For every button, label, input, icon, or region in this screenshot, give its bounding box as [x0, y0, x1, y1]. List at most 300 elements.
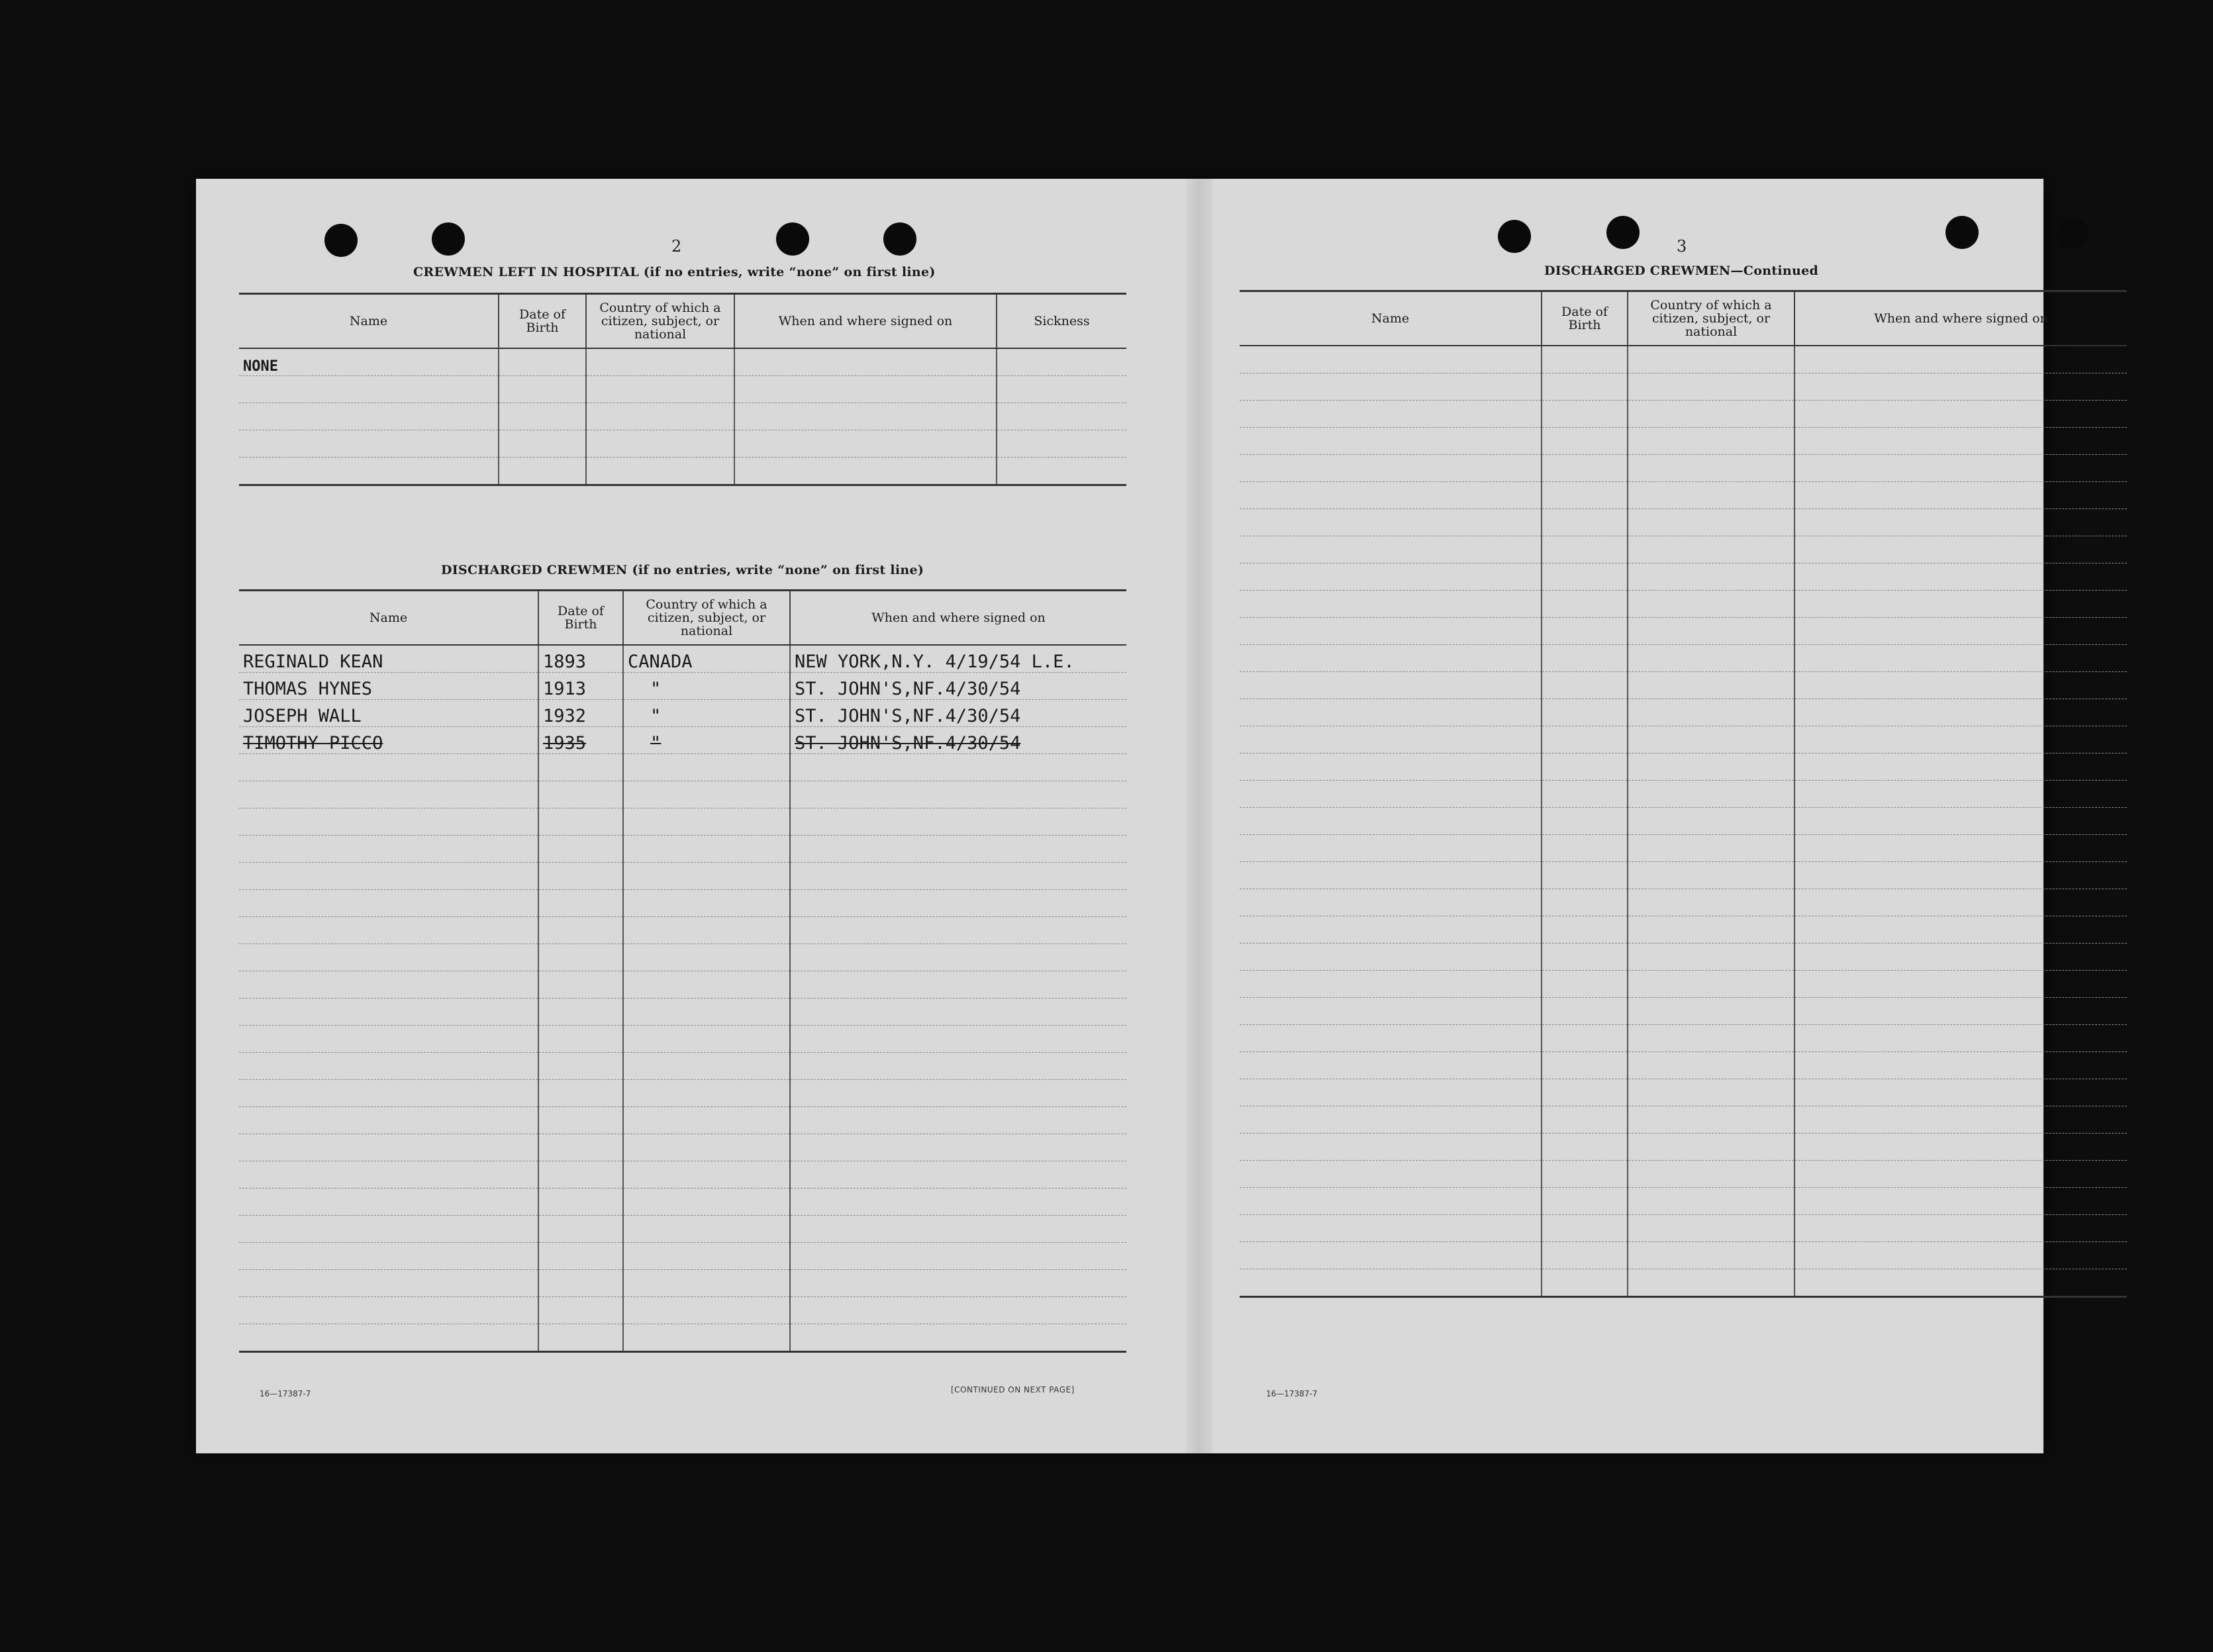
- table-cell: [499, 375, 586, 403]
- table-cell: [790, 1188, 1126, 1215]
- table-cell: [790, 1161, 1126, 1188]
- table-cell: [1542, 726, 1628, 753]
- left-form-code: 16—17387-7: [260, 1389, 311, 1398]
- table-cell: [1240, 346, 1542, 373]
- table-cell: [1240, 481, 1542, 509]
- discharged-col-signed-on: When and where signed on: [790, 591, 1126, 645]
- hospital-col-country: Country of which a citizen, subject, or national: [586, 294, 734, 348]
- table-cell: [734, 430, 997, 457]
- table-cell: [1542, 834, 1628, 861]
- blank-row: [239, 1296, 1126, 1324]
- table-cell: [1795, 536, 2127, 563]
- table-cell: [734, 348, 997, 376]
- table-cell: [623, 1324, 790, 1351]
- blank-row: [1240, 726, 2127, 753]
- table-row: [239, 672, 1126, 699]
- table-cell: [1240, 617, 1542, 644]
- table-cell: [1542, 807, 1628, 834]
- blank-row: [1240, 834, 2127, 861]
- table-cell: [1542, 1133, 1628, 1160]
- blank-row: [239, 1242, 1126, 1269]
- table-cell: [538, 1215, 623, 1242]
- blank-row: [1240, 970, 2127, 997]
- table-cell: [239, 1296, 538, 1324]
- crew-signed-on: ST. JOHN'S,NF.4/30/54: [790, 726, 1126, 753]
- table-cell: [239, 944, 538, 971]
- blank-row: [1240, 1106, 2127, 1133]
- table-cell: [239, 1215, 538, 1242]
- table-cell: [1240, 1160, 1542, 1187]
- table-cell: [1795, 481, 2127, 509]
- table-cell: [1795, 916, 2127, 943]
- table-cell: [790, 1106, 1126, 1134]
- blank-row: [1240, 807, 2127, 834]
- right-col-name: Name: [1240, 291, 1542, 346]
- punch-hole: [776, 222, 809, 256]
- table-cell: [1240, 916, 1542, 943]
- table-cell: [1795, 590, 2127, 617]
- table-cell: [1628, 1133, 1795, 1160]
- table-cell: [1628, 590, 1795, 617]
- table-cell: [1542, 943, 1628, 970]
- table-cell: [623, 1079, 790, 1106]
- crew-dob: 1913: [538, 672, 623, 699]
- table-cell: [734, 403, 997, 430]
- table-cell: [239, 753, 538, 781]
- table-cell: [1240, 563, 1542, 590]
- punch-hole: [1945, 216, 1979, 249]
- table-cell: [1628, 400, 1795, 427]
- table-cell: [239, 1324, 538, 1351]
- blank-row: [1240, 454, 2127, 481]
- table-cell: [239, 916, 538, 944]
- discharged-section-title: [441, 563, 924, 577]
- table-cell: [1628, 726, 1795, 753]
- blank-row: [239, 835, 1126, 862]
- table-cell: [239, 808, 538, 835]
- table-cell: [1795, 699, 2127, 726]
- blank-row: [239, 1269, 1126, 1296]
- table-cell: [1628, 1024, 1795, 1051]
- table-cell: [623, 862, 790, 889]
- table-cell: [623, 1215, 790, 1242]
- blank-row: [1240, 1024, 2127, 1051]
- blank-row: [239, 916, 1126, 944]
- blank-row: [1240, 1187, 2127, 1214]
- hospital-col-dob: Date of Birth: [499, 294, 586, 348]
- table-cell: [1542, 563, 1628, 590]
- punch-hole: [432, 222, 465, 256]
- table-cell: [1542, 509, 1628, 536]
- hospital-col-sickness: Sickness: [997, 294, 1126, 348]
- table-cell: [1628, 427, 1795, 454]
- table-cell: [239, 1269, 538, 1296]
- discharged-col-country: Country of which a citizen, subject, or national: [623, 591, 790, 645]
- table-cell: [1240, 1079, 1542, 1106]
- hospital-col-signed-on: When and where signed on: [734, 294, 997, 348]
- table-cell: [1795, 1079, 2127, 1106]
- table-cell: [1542, 1241, 1628, 1269]
- table-cell: [239, 971, 538, 998]
- table-cell: [1628, 943, 1795, 970]
- table-cell: [790, 753, 1126, 781]
- blank-row: [1240, 1269, 2127, 1296]
- table-cell: [538, 916, 623, 944]
- blank-row: [239, 862, 1126, 889]
- table-cell: [538, 835, 623, 862]
- table-cell: [538, 781, 623, 808]
- table-cell: [790, 1269, 1126, 1296]
- crew-dob: 1932: [538, 699, 623, 726]
- table-cell: [1628, 834, 1795, 861]
- table-cell: [1795, 346, 2127, 373]
- table-cell: [239, 1106, 538, 1134]
- table-cell: [239, 1134, 538, 1161]
- table-cell: [586, 375, 734, 403]
- blank-row: [1240, 671, 2127, 699]
- table-cell: [1240, 590, 1542, 617]
- crew-signed-on: NEW YORK,N.Y. 4/19/54 L.E.: [790, 645, 1126, 673]
- table-cell: [1628, 1214, 1795, 1241]
- blank-row: [239, 808, 1126, 835]
- table-cell: [239, 1161, 538, 1188]
- table-cell: [1628, 997, 1795, 1024]
- crew-country: ": [623, 699, 790, 726]
- table-cell: [1628, 861, 1795, 889]
- table-cell: [623, 1025, 790, 1052]
- table-cell: [1628, 373, 1795, 400]
- table-cell: [1240, 644, 1542, 671]
- table-cell: [1542, 1079, 1628, 1106]
- table-cell: [239, 375, 499, 403]
- table-cell: [1795, 1160, 2127, 1187]
- blank-row: [1240, 617, 2127, 644]
- table-cell: [734, 457, 997, 485]
- table-cell: [1795, 834, 2127, 861]
- table-cell: [1542, 753, 1628, 780]
- table-cell: [623, 971, 790, 998]
- table-cell: [538, 808, 623, 835]
- hospital-title-note: (if no entries, write “none” on first line): [643, 265, 936, 279]
- table-cell: [1240, 1187, 1542, 1214]
- table-cell: [1795, 563, 2127, 590]
- table-cell: [538, 1269, 623, 1296]
- table-cell: [1240, 1241, 1542, 1269]
- table-cell: [538, 1025, 623, 1052]
- table-cell: [790, 781, 1126, 808]
- table-cell: [1628, 753, 1795, 780]
- table-cell: [1628, 1187, 1795, 1214]
- page-fold: [1186, 179, 1212, 1453]
- table-cell: [1795, 1133, 2127, 1160]
- table-cell: [1628, 807, 1795, 834]
- table-cell: [997, 375, 1126, 403]
- punch-hole: [1606, 216, 1640, 249]
- table-cell: [499, 348, 586, 376]
- table-cell: [1542, 1160, 1628, 1187]
- punch-hole: [883, 222, 916, 256]
- table-cell: [1542, 481, 1628, 509]
- blank-row: [1240, 861, 2127, 889]
- table-cell: [790, 1079, 1126, 1106]
- table-cell: [1542, 997, 1628, 1024]
- table-cell: [499, 430, 586, 457]
- table-cell: [623, 1161, 790, 1188]
- table-cell: [1795, 400, 2127, 427]
- table-cell: [790, 998, 1126, 1025]
- table-row: [239, 645, 1126, 673]
- table-cell: [586, 457, 734, 485]
- blank-row: [1240, 590, 2127, 617]
- table-cell: [1542, 346, 1628, 373]
- table-cell: [239, 430, 499, 457]
- table-cell: [1628, 1051, 1795, 1079]
- table-cell: [538, 1134, 623, 1161]
- blank-row: [1240, 1241, 2127, 1269]
- table-cell: [538, 998, 623, 1025]
- left-page-number: 2: [671, 237, 682, 256]
- blank-row: [239, 1324, 1126, 1351]
- table-cell: [1542, 671, 1628, 699]
- table-cell: [239, 998, 538, 1025]
- blank-row: [1240, 753, 2127, 780]
- table-cell: [790, 1025, 1126, 1052]
- table-cell: [1795, 373, 2127, 400]
- table-cell: [623, 808, 790, 835]
- table-cell: [623, 781, 790, 808]
- crew-country: ": [623, 672, 790, 699]
- table-cell: [790, 1324, 1126, 1351]
- table-cell: [239, 835, 538, 862]
- table-cell: [239, 781, 538, 808]
- table-cell: [1628, 1079, 1795, 1106]
- hospital-none-entry: NONE: [243, 358, 278, 375]
- blank-row: [239, 889, 1126, 916]
- table-cell: [239, 1079, 538, 1106]
- discharged-table: [239, 589, 1126, 1353]
- table-cell: [1542, 644, 1628, 671]
- table-cell: [538, 1106, 623, 1134]
- blank-row: [1240, 1160, 2127, 1187]
- table-cell: [1628, 1241, 1795, 1269]
- blank-row: [1240, 889, 2127, 916]
- table-cell: [538, 944, 623, 971]
- table-cell: [1240, 753, 1542, 780]
- table-cell: [1628, 916, 1795, 943]
- table-cell: [1240, 427, 1542, 454]
- table-cell: [623, 1106, 790, 1134]
- table-cell: [790, 1242, 1126, 1269]
- table-cell: [790, 808, 1126, 835]
- right-col-country: Country of which a citizen, subject, or national: [1628, 291, 1795, 346]
- discharged-rows: [239, 645, 1126, 1352]
- table-cell: [1628, 671, 1795, 699]
- table-cell: [1542, 400, 1628, 427]
- table-cell: [239, 1242, 538, 1269]
- blank-row: [239, 1025, 1126, 1052]
- table-cell: [790, 835, 1126, 862]
- table-cell: [1628, 889, 1795, 916]
- table-cell: [1542, 970, 1628, 997]
- punch-hole: [1498, 220, 1531, 253]
- crew-name: THOMAS HYNES: [239, 672, 538, 699]
- right-col-signed-on: When and where signed on: [1795, 291, 2127, 346]
- table-cell: [1542, 427, 1628, 454]
- table-cell: [538, 1242, 623, 1269]
- table-cell: [1240, 726, 1542, 753]
- blank-row: [1240, 916, 2127, 943]
- table-cell: [1240, 536, 1542, 563]
- blank-row: [1240, 346, 2127, 373]
- table-cell: [1795, 726, 2127, 753]
- table-cell: [1542, 617, 1628, 644]
- table-cell: [1795, 509, 2127, 536]
- table-cell: [623, 1188, 790, 1215]
- blank-row: [1240, 1133, 2127, 1160]
- table-cell: [1628, 1106, 1795, 1133]
- right-section-title: DISCHARGED CREWMEN—Continued: [1544, 264, 1819, 278]
- table-cell: [790, 1215, 1126, 1242]
- table-cell: [623, 944, 790, 971]
- table-cell: [623, 1269, 790, 1296]
- blank-row: [1240, 1079, 2127, 1106]
- crew-signed-on: ST. JOHN'S,NF.4/30/54: [790, 699, 1126, 726]
- blank-row: [1240, 427, 2127, 454]
- table-cell: [997, 403, 1126, 430]
- table-cell: [1628, 346, 1795, 373]
- table-cell: [1240, 1051, 1542, 1079]
- table-cell: [790, 1296, 1126, 1324]
- blank-row: [239, 971, 1126, 998]
- table-cell: [1240, 509, 1542, 536]
- blank-row: [239, 1079, 1126, 1106]
- table-cell: [1542, 454, 1628, 481]
- table-row: [239, 699, 1126, 726]
- table-cell: [1240, 997, 1542, 1024]
- discharged-title-text: DISCHARGED CREWMEN: [441, 563, 628, 577]
- table-cell: [1240, 943, 1542, 970]
- table-cell: [239, 457, 499, 485]
- table-cell: [1795, 1024, 2127, 1051]
- blank-row: [1240, 1214, 2127, 1241]
- table-cell: [1542, 1214, 1628, 1241]
- blank-row: [239, 1134, 1126, 1161]
- blank-row: [239, 753, 1126, 781]
- table-cell: [1795, 807, 2127, 834]
- table-cell: [623, 889, 790, 916]
- table-cell: [1795, 617, 2127, 644]
- table-cell: [538, 1296, 623, 1324]
- blank-row: [1240, 481, 2127, 509]
- table-cell: [1628, 509, 1795, 536]
- table-cell: [538, 1161, 623, 1188]
- table-cell: [1795, 780, 2127, 807]
- table-cell: [623, 753, 790, 781]
- table-cell: [586, 430, 734, 457]
- discharged-title-note: (if no entries, write “none” on first line): [632, 563, 924, 577]
- table-cell: [623, 998, 790, 1025]
- table-cell: [499, 403, 586, 430]
- table-cell: [1628, 454, 1795, 481]
- blank-row: [1240, 943, 2127, 970]
- table-cell: [1240, 780, 1542, 807]
- blank-row: [239, 1215, 1126, 1242]
- table-cell: [1542, 861, 1628, 889]
- blank-row: [1240, 780, 2127, 807]
- continued-note: [CONTINUED ON NEXT PAGE]: [951, 1385, 1075, 1394]
- table-cell: [997, 457, 1126, 485]
- blank-row: [1240, 536, 2127, 563]
- table-cell: [1240, 1133, 1542, 1160]
- crew-country: ": [623, 726, 790, 753]
- blank-row: [1240, 373, 2127, 400]
- table-cell: [1628, 617, 1795, 644]
- blank-row: [239, 1188, 1126, 1215]
- blank-row: [239, 1052, 1126, 1079]
- blank-row: [1240, 509, 2127, 536]
- crew-name: REGINALD KEAN: [239, 645, 538, 673]
- table-cell: [790, 944, 1126, 971]
- right-page-number: 3: [1677, 237, 1687, 256]
- blank-row: [239, 998, 1126, 1025]
- blank-row: [239, 781, 1126, 808]
- table-cell: [790, 1134, 1126, 1161]
- table-cell: [1795, 1241, 2127, 1269]
- table-cell: [538, 1079, 623, 1106]
- table-cell: [1795, 997, 2127, 1024]
- right-discharged-table: [1240, 290, 2127, 1298]
- table-cell: [1795, 1051, 2127, 1079]
- crew-name: JOSEPH WALL: [239, 699, 538, 726]
- table-cell: [790, 971, 1126, 998]
- table-cell: [790, 1052, 1126, 1079]
- table-cell: [1542, 780, 1628, 807]
- table-cell: [1628, 699, 1795, 726]
- blank-row: [1240, 997, 2127, 1024]
- table-cell: [790, 916, 1126, 944]
- table-cell: [1240, 373, 1542, 400]
- table-cell: [1795, 889, 2127, 916]
- blank-row: [239, 1106, 1126, 1134]
- table-cell: [538, 753, 623, 781]
- table-cell: [1542, 699, 1628, 726]
- blank-row: [1240, 563, 2127, 590]
- table-cell: [1628, 536, 1795, 563]
- blank-row: [1240, 699, 2127, 726]
- hospital-section-title: [413, 265, 936, 279]
- right-col-dob: Date of Birth: [1542, 291, 1628, 346]
- table-cell: [499, 457, 586, 485]
- discharged-col-name: Name: [239, 591, 538, 645]
- crew-signed-on: ST. JOHN'S,NF.4/30/54: [790, 672, 1126, 699]
- table-cell: [623, 1242, 790, 1269]
- right-rows: [1240, 346, 2127, 1297]
- table-cell: [239, 862, 538, 889]
- table-cell: [1628, 644, 1795, 671]
- table-cell: [1240, 1269, 1542, 1296]
- table-cell: [239, 1188, 538, 1215]
- table-cell: [538, 1188, 623, 1215]
- table-cell: [538, 1324, 623, 1351]
- table-cell: [1628, 970, 1795, 997]
- table-cell: [1795, 753, 2127, 780]
- table-cell: [1240, 1214, 1542, 1241]
- table-cell: [1240, 861, 1542, 889]
- blank-row: [239, 1161, 1126, 1188]
- punch-hole: [2057, 217, 2089, 249]
- table-cell: [623, 916, 790, 944]
- table-cell: [586, 403, 734, 430]
